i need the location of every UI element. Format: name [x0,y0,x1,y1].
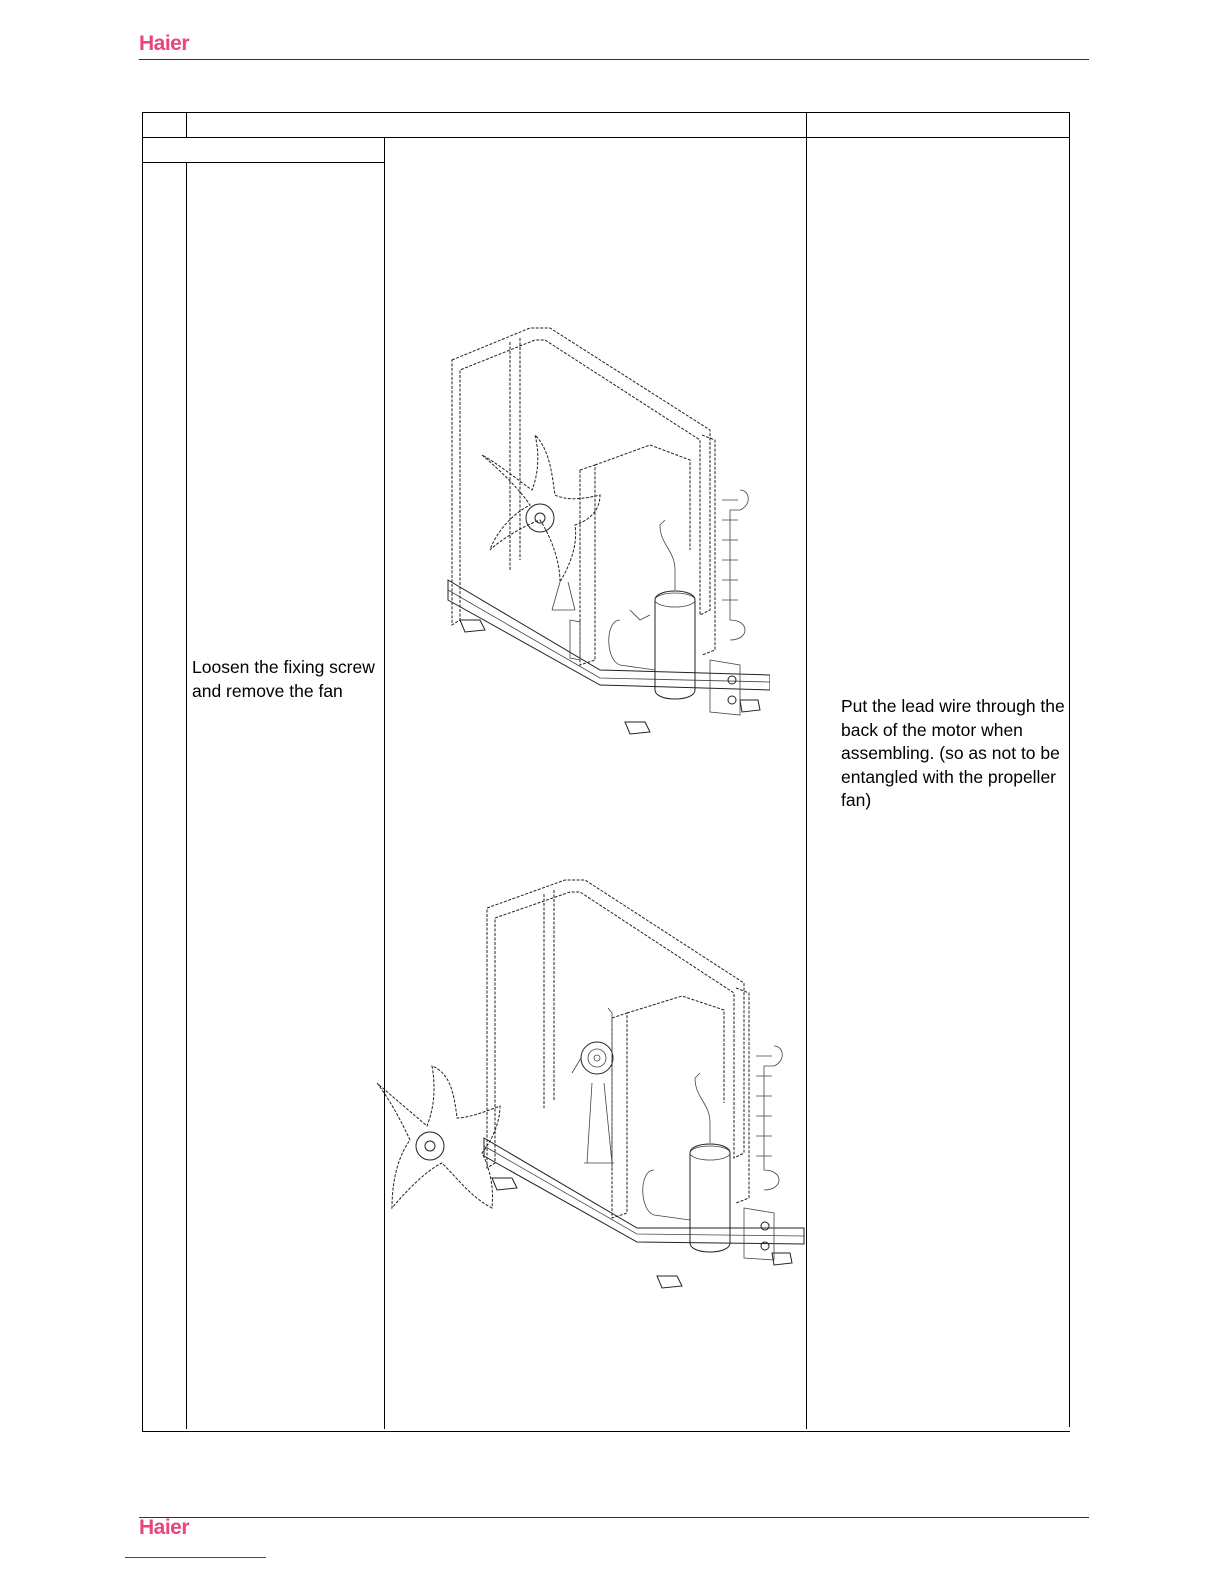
table-top-border [142,112,1070,113]
unit-with-fan-icon [440,320,770,750]
step-instruction: Loosen the fixing screw and remove the fan [192,657,375,701]
table-col1-divider-top [186,112,187,137]
table-subheader-border [142,162,385,163]
footer-logo: Haier [139,1516,190,1539]
table-bottom-border [142,1431,1070,1432]
footer-rule [139,1517,1089,1518]
table-header-border [142,137,1070,138]
unit-fan-removed-icon [372,878,812,1298]
table-right-border [1069,112,1070,1427]
footer-link-underline[interactable] [125,1557,266,1558]
table-left-border [142,112,143,1432]
header-logo: Haier [139,32,190,55]
table-col1-divider [186,162,187,1429]
assembly-note: Put the lead wire through the back of the motor when assembling. (so as not to be entangled with the propeller fan) [841,696,1065,810]
